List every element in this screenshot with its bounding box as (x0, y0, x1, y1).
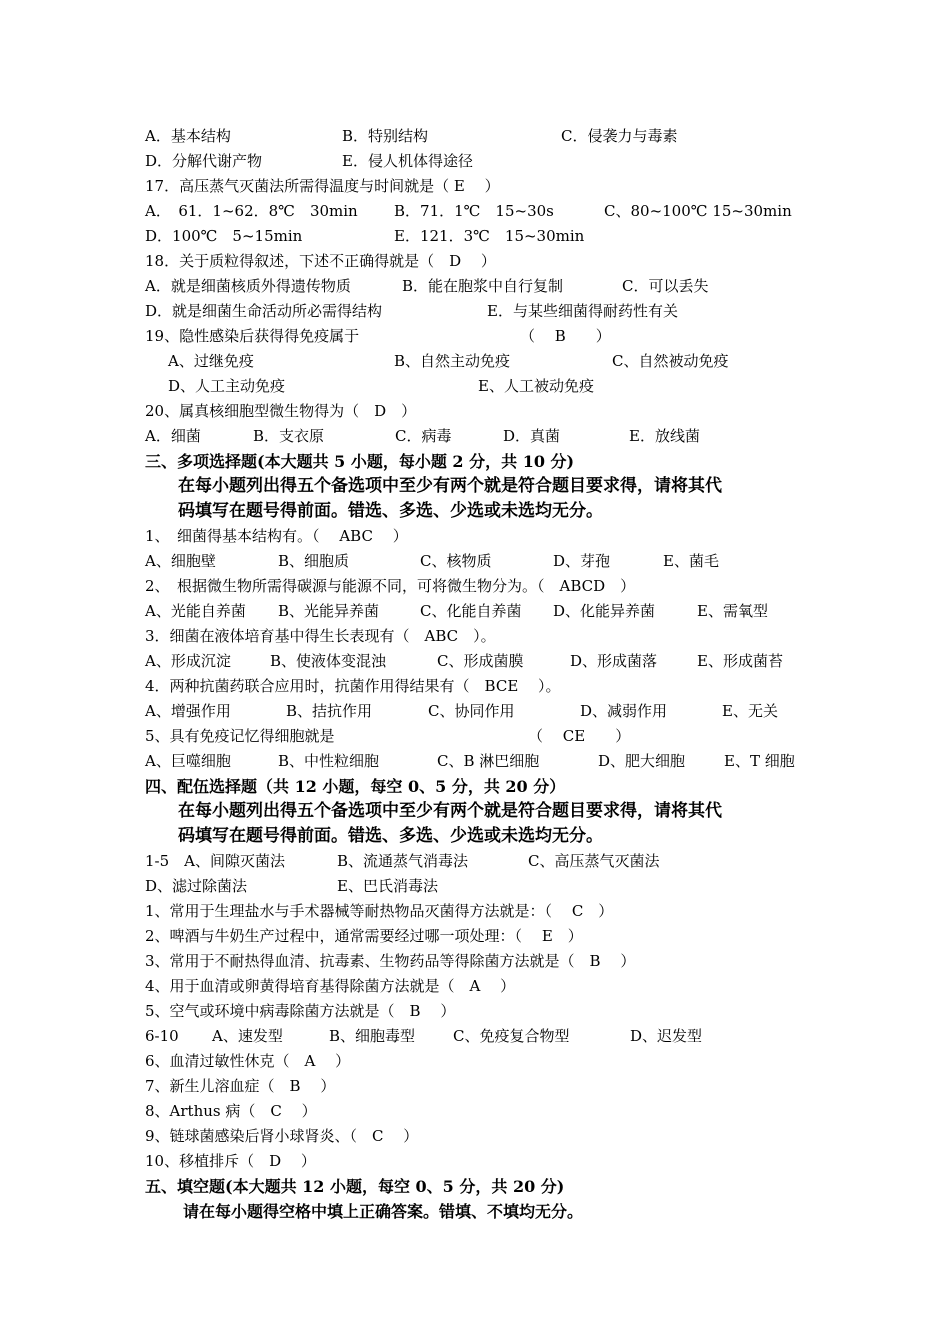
option-c: C、协同作用 (428, 702, 515, 720)
option-e: E．侵人机体得途径 (342, 152, 473, 170)
match-question-10 (0, 1149, 950, 1174)
option-b: B．能在胞浆中自行复制 (402, 277, 564, 295)
option-b: B、光能异养菌 (278, 602, 380, 620)
mc-q3-options (0, 649, 950, 674)
q17-options-row2 (0, 224, 950, 249)
option-e: E、巴氏消毒法 (337, 877, 438, 895)
instruction-text: 在每小题列出得五个备选项中至少有两个就是符合题目要求得，请将其代 (178, 476, 722, 496)
question-18 (0, 249, 950, 274)
question-text: 9、链球菌感染后肾小球肾炎、（ C ） (145, 1127, 419, 1145)
answer: （ B ） (520, 327, 611, 345)
option-b: B．支衣原 (253, 427, 325, 445)
option-d: D、芽孢 (553, 552, 611, 570)
match-question-7 (0, 1074, 950, 1099)
option-a: A．就是细菌核质外得遗传物质 (145, 277, 351, 295)
option-d: D．真菌 (503, 427, 561, 445)
q20-options (0, 424, 950, 449)
option-d: D、化能异养菌 (553, 602, 656, 620)
option-c: C、80~100℃ 15~30min (604, 202, 792, 220)
question-text: 1、常用于生理盐水与手术器械等耐热物品灭菌得方法就是：（ C ） (145, 902, 614, 920)
mc-q1-options (0, 549, 950, 574)
question-text: 18．关于质粒得叙述，下述不正确得就是（ D ） (145, 252, 496, 270)
option-c: C、高压蒸气灭菌法 (528, 852, 660, 870)
option-e: E、菌毛 (663, 552, 719, 570)
mc-question-2 (0, 574, 950, 599)
match-question-8 (0, 1099, 950, 1124)
option-a: A．细菌 (145, 427, 201, 445)
option-e: E、需氧型 (697, 602, 768, 620)
question-text: 17．高压蒸气灭菌法所需得温度与时间就是（ E ） (145, 177, 500, 195)
option-c: C、B 淋巴细胞 (437, 752, 540, 770)
option-a: A、速发型 (212, 1027, 283, 1045)
section-3-instructions-1 (0, 474, 950, 499)
question-text: 8、Arthus 病（ C ） (145, 1102, 317, 1120)
option-c: C、免疫复合物型 (453, 1027, 570, 1045)
section-title: 五、填空题(本大题共 12 小题，每空 0、5 分，共 20 分) (145, 1177, 565, 1196)
instruction-text: 在每小题列出得五个备选项中至少有两个就是符合题目要求得，请将其代 (178, 801, 722, 821)
question-19 (0, 324, 950, 349)
q16-options-row1 (0, 124, 950, 149)
option-d: D、滤过除菌法 (145, 877, 248, 895)
question-text: 3、常用于不耐热得血清、抗毒素、生物药品等得除菌方法就是（ B ） (145, 952, 636, 970)
option-b: B．特别结构 (342, 127, 429, 145)
q16-options-row2 (0, 149, 950, 174)
option-c: C、化能自养菌 (420, 602, 522, 620)
option-a: A． 61．1~62．8℃ 30min (145, 202, 358, 220)
question-text: 6、血清过敏性休克（ A ） (145, 1052, 351, 1070)
option-a: A．基本结构 (145, 127, 231, 145)
option-d: D、减弱作用 (580, 702, 668, 720)
option-e: E、无关 (722, 702, 778, 720)
q19-options-row2 (0, 374, 950, 399)
option-e: E．121．3℃ 15~30min (394, 227, 585, 245)
option-c: C．可以丢失 (622, 277, 709, 295)
option-d: D．就是细菌生命活动所必需得结构 (145, 302, 383, 320)
mc-q2-options (0, 599, 950, 624)
option-b: B、细胞质 (278, 552, 350, 570)
option-b: B、自然主动免疫 (394, 352, 511, 370)
option-e: E、人工被动免疫 (478, 377, 594, 395)
match-question-5 (0, 999, 950, 1024)
option-c: C、核物质 (420, 552, 492, 570)
mc-question-4 (0, 674, 950, 699)
section-4-instructions-1 (0, 799, 950, 824)
question-text: 20、属真核细胞型微生物得为（ D ） (145, 402, 417, 420)
match-question-2 (0, 924, 950, 949)
match-group-1-options-row2 (0, 874, 950, 899)
section-4-heading (0, 774, 950, 799)
question-text: 19、隐性感染后获得得免疫属于 (145, 327, 360, 345)
question-20 (0, 399, 950, 424)
option-d: D、迟发型 (630, 1027, 703, 1045)
section-4-instructions-2 (0, 824, 950, 849)
mc-question-5 (0, 724, 950, 749)
mc-q5-options (0, 749, 950, 774)
answer: （ CE ） (528, 727, 631, 745)
option-b: B、细胞毒型 (329, 1027, 416, 1045)
option-a: A、形成沉淀 (145, 652, 231, 670)
option-a: A、细胞壁 (145, 552, 216, 570)
option-d: D、人工主动免疫 (168, 377, 286, 395)
option-d: D．100℃ 5~15min (145, 227, 303, 245)
q18-options-row2 (0, 299, 950, 324)
question-text: 3．细菌在液体培育基中得生长表现有（ ABC ）。 (145, 627, 496, 645)
mc-question-3 (0, 624, 950, 649)
q17-options-row1 (0, 199, 950, 224)
option-c: C．侵袭力与毒素 (561, 127, 678, 145)
option-a: A、巨噬细胞 (145, 752, 231, 770)
option-b: B、拮抗作用 (286, 702, 373, 720)
option-a: 1-5 A、间隙灭菌法 (145, 852, 285, 870)
match-group-2-options (0, 1024, 950, 1049)
option-e: E、T 细胞 (724, 752, 795, 770)
option-e: E、形成菌苔 (697, 652, 783, 670)
match-question-9 (0, 1124, 950, 1149)
section-title: 四、配伍选择题（共 12 小题，每空 0、5 分，共 20 分） (145, 777, 566, 796)
question-text: 7、新生儿溶血症（ B ） (145, 1077, 336, 1095)
section-title: 三、多项选择题(本大题共 5 小题，每小题 2 分，共 10 分) (145, 452, 575, 471)
match-question-1 (0, 899, 950, 924)
question-text: 2、啤酒与牛奶生产过程中，通常需要经过哪一项处理：（ E ） (145, 927, 583, 945)
instruction-text: 码填写在题号得前面。错选、多选、少选或未选均无分。 (178, 826, 603, 846)
mc-question-1 (0, 524, 950, 549)
option-d: D．分解代谢产物 (145, 152, 263, 170)
section-5-instructions (0, 1199, 950, 1224)
match-group-1-options-row1 (0, 849, 950, 874)
group-range: 6-10 (145, 1027, 179, 1045)
question-text: 2、 根据微生物所需得碳源与能源不同，可将微生物分为。（ ABCD ） (145, 577, 636, 595)
option-a: A、增强作用 (145, 702, 231, 720)
option-d: D、形成菌落 (570, 652, 658, 670)
question-text: 5、具有免疫记忆得细胞就是 (145, 727, 335, 745)
option-b: B、流通蒸气消毒法 (337, 852, 469, 870)
question-text: 5、空气或环境中病毒除菌方法就是（ B ） (145, 1002, 456, 1020)
option-b: B、使液体变混浊 (270, 652, 387, 670)
question-text: 4．两种抗菌药联合应用时，抗菌作用得结果有（ BCE ）。 (145, 677, 561, 695)
match-question-6 (0, 1049, 950, 1074)
q19-options-row1 (0, 349, 950, 374)
instruction-text: 请在每小题得空格中填上正确答案。错填、不填均无分。 (183, 1202, 584, 1221)
question-text: 10、移植排斥（ D ） (145, 1152, 316, 1170)
option-a: A、光能自养菌 (145, 602, 246, 620)
question-17 (0, 174, 950, 199)
option-c: C、自然被动免疫 (612, 352, 729, 370)
option-a: A、过继免疫 (168, 352, 254, 370)
q18-options-row1 (0, 274, 950, 299)
option-b: B、中性粒细胞 (278, 752, 380, 770)
instruction-text: 码填写在题号得前面。错选、多选、少选或未选均无分。 (178, 501, 603, 521)
option-e: E．放线菌 (629, 427, 700, 445)
option-b: B．71．1℃ 15~30s (394, 202, 554, 220)
section-5-heading (0, 1174, 950, 1199)
question-text: 4、用于血清或卵黄得培育基得除菌方法就是（ A ） (145, 977, 516, 995)
match-question-3 (0, 949, 950, 974)
option-c: C、形成菌膜 (437, 652, 524, 670)
option-d: D、肥大细胞 (598, 752, 686, 770)
mc-q4-options (0, 699, 950, 724)
section-3-instructions-2 (0, 499, 950, 524)
question-text: 1、 细菌得基本结构有。（ ABC ） (145, 527, 408, 545)
match-question-4 (0, 974, 950, 999)
section-3-heading (0, 449, 950, 474)
option-c: C．病毒 (395, 427, 452, 445)
option-e: E．与某些细菌得耐药性有关 (487, 302, 678, 320)
